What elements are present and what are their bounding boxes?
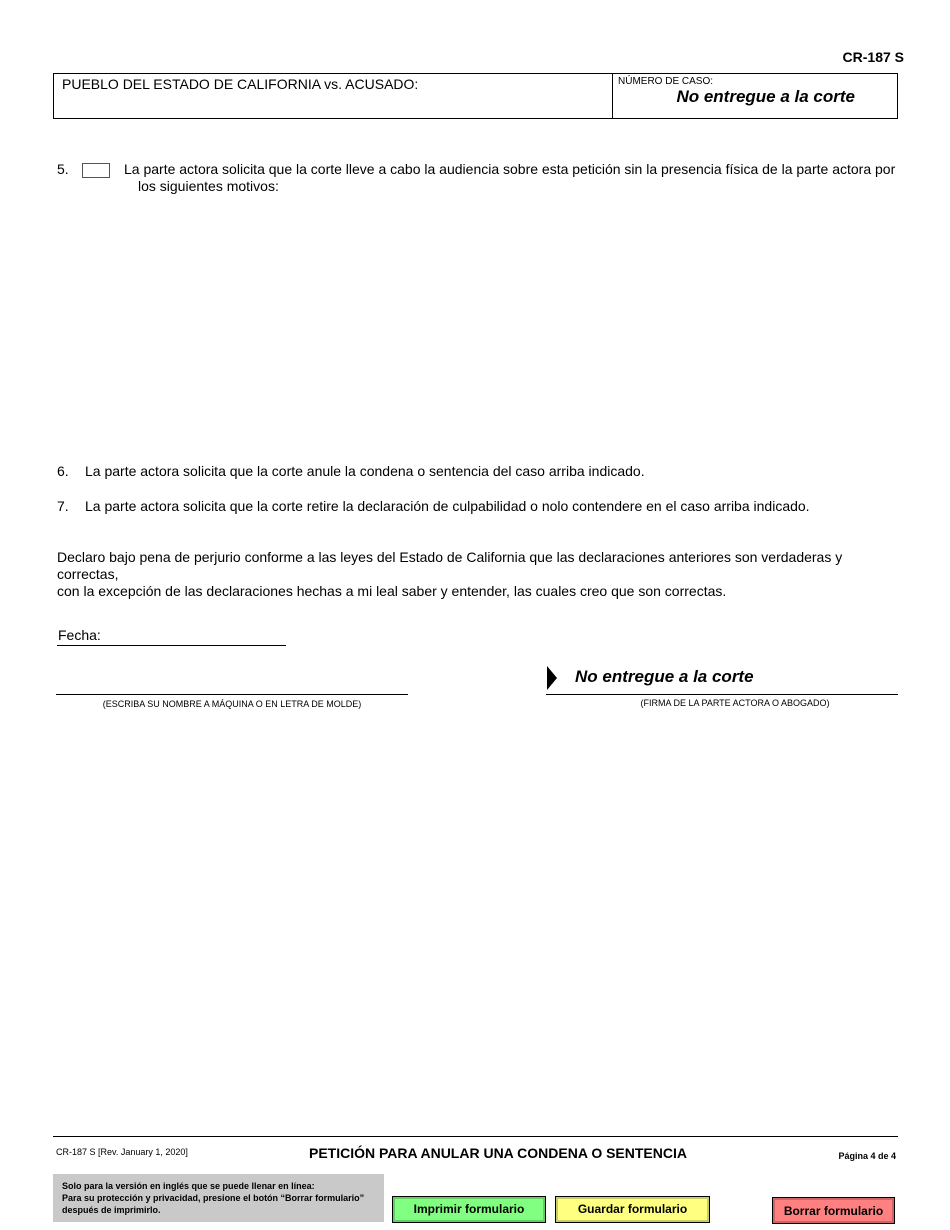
date-label: Fecha: [58, 627, 101, 643]
party-label: PUEBLO DEL ESTADO DE CALIFORNIA vs. ACUSADO: [62, 76, 419, 92]
date-field[interactable] [57, 645, 286, 646]
item5-text: La parte actora solicita que la corte lleve a cabo la audiencia sobre esta petición sin la presencia física de la parte actora por [124, 161, 896, 177]
item5-reasons-field[interactable] [138, 200, 898, 440]
signature-value: No entregue a la corte [575, 667, 754, 686]
online-version-note [53, 1174, 384, 1222]
case-number-cell[interactable] [614, 74, 897, 118]
case-caption-box [53, 73, 898, 119]
item5-checkbox[interactable] [82, 163, 110, 178]
footer-form-revision: CR-187 S [Rev. January 1, 2020] [56, 1147, 188, 1157]
signature-arrow-icon [547, 666, 557, 690]
item6-number: 6. [57, 463, 69, 479]
item6-text: La parte actora solicita que la corte anule la condena o sentencia del caso arriba indicado. [85, 463, 645, 479]
declaration [57, 549, 897, 600]
note-line3: después de imprimirlo. [62, 1205, 161, 1215]
case-number-value: No entregue a la corte [676, 87, 855, 106]
note-line1: Solo para la versión en inglés que se puede llenar en línea: [62, 1181, 315, 1191]
footer-page-number: Página 4 de 4 [838, 1151, 896, 1161]
signature-line [546, 694, 898, 695]
party-cell[interactable] [54, 74, 613, 118]
item7-number: 7. [57, 498, 69, 514]
save-form-button[interactable]: Guardar formulario [555, 1196, 710, 1223]
case-number-label: NÚMERO DE CASO: [618, 76, 714, 87]
item5-number: 5. [57, 161, 69, 177]
footer-form-title: PETICIÓN PARA ANULAR UNA CONDENA O SENTENCIA [308, 1145, 687, 1161]
declaration-line2: con la excepción de las declaraciones hechas a mi leal saber y entender, las cuales creo que son correctas. [57, 583, 727, 599]
printed-name-caption: (ESCRIBA SU NOMBRE A MÁQUINA O EN LETRA DE MOLDE) [102, 699, 362, 709]
clear-form-button[interactable]: Borrar formulario [772, 1197, 895, 1224]
print-form-button[interactable]: Imprimir formulario [392, 1196, 546, 1223]
item5-text-cont: los siguientes motivos: [138, 178, 279, 194]
footer-rule [53, 1136, 898, 1137]
item7-text: La parte actora solicita que la corte retire la declaración de culpabilidad o nolo contendere en el caso arriba indicado. [85, 498, 810, 514]
printed-name-field[interactable] [56, 665, 408, 695]
signature-caption: (FIRMA DE LA PARTE ACTORA O ABOGADO) [640, 698, 830, 708]
note-line2: Para su protección y privacidad, presione el botón “Borrar formulario” [62, 1193, 365, 1203]
form-id: CR-187 S [842, 49, 904, 65]
declaration-line1: Declaro bajo pena de perjurio conforme a las leyes del Estado de California que las declaraciones anteriores son verdaderas y correctas, [57, 549, 843, 582]
